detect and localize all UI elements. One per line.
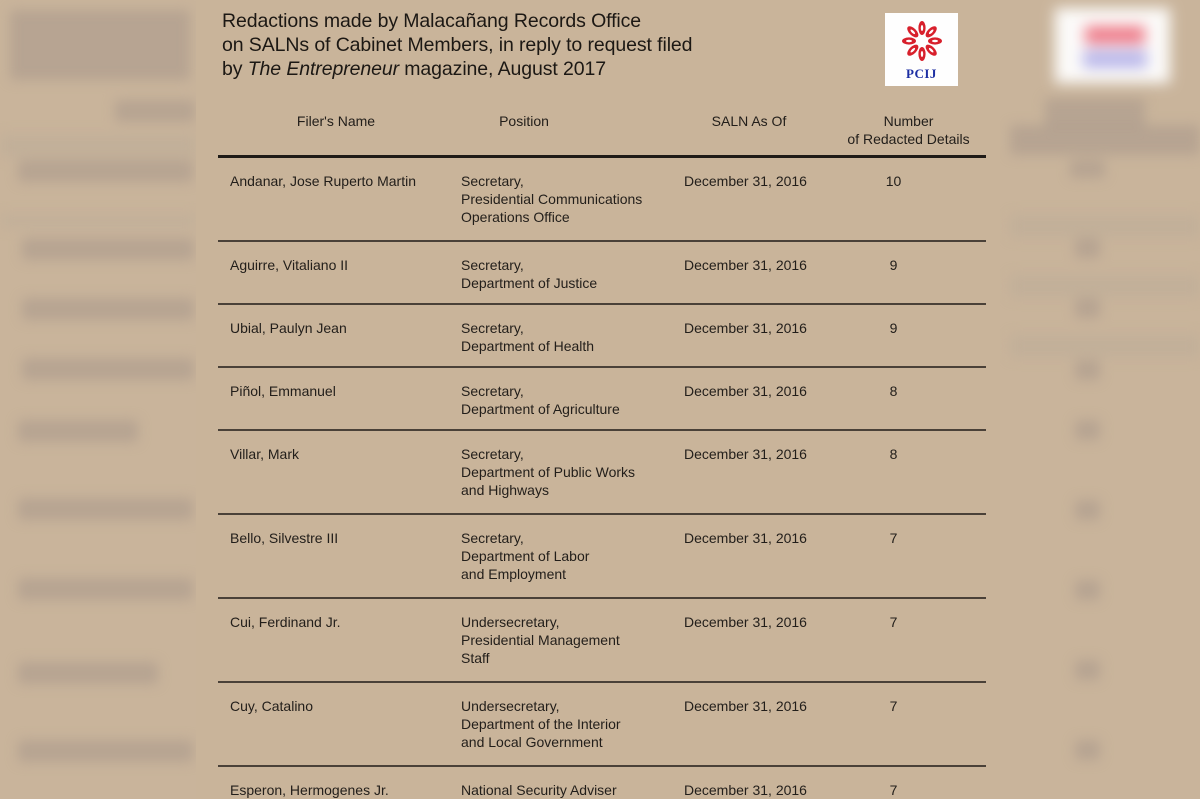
filer-name: Esperon, Hermogenes Jr. [230, 782, 389, 798]
saln-date: December 31, 2016 [684, 782, 807, 798]
position: Undersecretary, Department of the Interior and Local Government [461, 698, 621, 750]
row-divider [218, 303, 986, 305]
magazine-name: The Entrepreneur [247, 58, 399, 80]
filer-name: Ubial, Paulyn Jean [230, 320, 347, 336]
row-divider [218, 597, 986, 599]
redacted-count: 7 [889, 698, 898, 714]
header-divider [218, 155, 986, 158]
position: Secretary, Department of Agriculture [461, 383, 620, 417]
row-divider [218, 681, 986, 683]
document-title [222, 9, 822, 81]
redacted-count: 7 [889, 614, 898, 630]
row-divider [218, 513, 986, 515]
header-saln-as-of: SALN As Of [711, 113, 787, 129]
saln-date: December 31, 2016 [684, 383, 807, 399]
redacted-count: 7 [889, 530, 898, 546]
row-divider [218, 429, 986, 431]
header-number-redacted: Number of Redacted Details [847, 113, 970, 147]
document-panel [196, 0, 1000, 799]
saln-date: December 31, 2016 [684, 320, 807, 336]
redacted-count: 8 [889, 383, 898, 399]
row-divider [218, 240, 986, 242]
filer-name: Cui, Ferdinand Jr. [230, 614, 341, 630]
position: National Security Adviser [461, 782, 617, 798]
blurred-left-margin [0, 0, 196, 799]
title-line-2: on SALNs of Cabinet Members, in reply to request filed [222, 34, 693, 56]
filer-name: Villar, Mark [230, 446, 299, 462]
title-line-3: by The Entrepreneur magazine, August 2017 [222, 58, 607, 80]
redacted-count: 9 [889, 320, 898, 336]
title-line-1: Redactions made by Malacañang Records Office [222, 10, 642, 32]
header-position: Position [499, 113, 549, 129]
saln-date: December 31, 2016 [684, 530, 807, 546]
row-divider [218, 366, 986, 368]
pcij-logo [885, 13, 958, 86]
saln-date: December 31, 2016 [684, 446, 807, 462]
filer-name: Andanar, Jose Ruperto Martin [230, 173, 416, 189]
saln-date: December 31, 2016 [684, 257, 807, 273]
position: Secretary, Department of Justice [461, 257, 598, 291]
saln-date: December 31, 2016 [684, 698, 807, 714]
saln-date: December 31, 2016 [684, 614, 807, 630]
position: Secretary, Department of Public Works and Highways [461, 446, 636, 498]
redacted-count: 8 [889, 446, 898, 462]
filer-name: Piñol, Emmanuel [230, 383, 336, 399]
filer-name: Aguirre, Vitaliano II [230, 257, 349, 273]
blurred-right-margin [1000, 0, 1200, 799]
logo-text: PCIJ [906, 66, 937, 81]
redacted-count: 10 [885, 173, 902, 189]
filer-name: Cuy, Catalino [230, 698, 314, 714]
position: Undersecretary, Presidential Management Staff [461, 614, 620, 666]
redacted-count: 7 [889, 782, 898, 798]
redacted-count: 9 [889, 257, 898, 273]
saln-date: December 31, 2016 [684, 173, 807, 189]
flower-icon [901, 19, 943, 63]
header-filers-name: Filer's Name [296, 113, 376, 129]
filer-name: Bello, Silvestre III [230, 530, 339, 546]
position: Secretary, Presidential Communications Operations Office [461, 173, 643, 225]
position: Secretary, Department of Health [461, 320, 595, 354]
blurred-logo [1055, 8, 1170, 83]
position: Secretary, Department of Labor and Employment [461, 530, 590, 582]
row-divider [218, 765, 986, 767]
